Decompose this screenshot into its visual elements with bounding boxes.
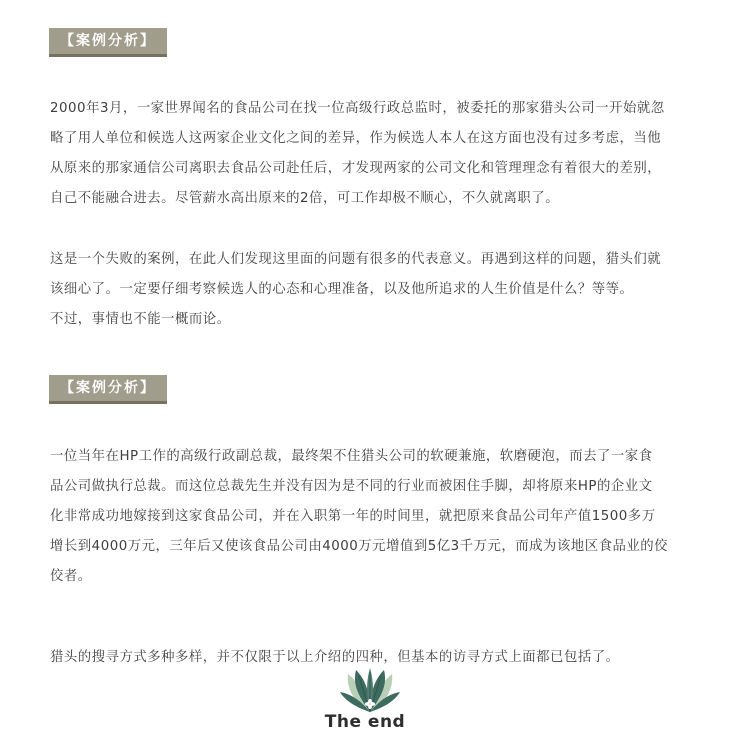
text-line: 猎头的搜寻方式多种多样，并不仅限于以上介绍的四种，但基本的访寻方式上面都已包括了。 — [50, 650, 620, 665]
text-line: 略了用人单位和候选人这两家企业文化之间的差异，作为候选人本人在这方面也没有过多考虑，当他 — [50, 131, 662, 146]
case-1-commentary — [50, 245, 695, 335]
case-1-paragraph — [50, 94, 695, 214]
text-line: 品公司做执行总裁。而这位总裁先生并没有因为是不同的行业而被困住手脚，却将原来HP的企业文 — [50, 479, 653, 494]
text-line: 自己不能融合进去。尽管薪水高出原来的2倍，可工作却极不顺心，不久就离职了。 — [50, 191, 560, 206]
text-line: 2000年3月，一家世界闻名的食品公司在找一位高级行政总监时，被委托的那家猎头公司一开始就忽 — [50, 101, 665, 116]
case-2-paragraph — [50, 442, 695, 592]
leaf-plant-icon — [330, 668, 410, 718]
text-line: 增长到4000万元，三年后又使该食品公司由4000万元增值到5亿3千万元，而成为该地区食品业的佼 — [50, 539, 669, 554]
section-tag-case-analysis-2: 【案例分析】 — [49, 375, 167, 404]
text-line: 化非常成功地嫁接到这家食品公司，并在入职第一年的时间里，就把原来食品公司年产值1500多万 — [50, 509, 656, 524]
text-line: 从原来的那家通信公司离职去食品公司赴任后，才发现两家的公司文化和管理理念有着很大的差别， — [50, 161, 662, 176]
text-line: 一位当年在HP工作的高级行政副总裁，最终架不住猎头公司的软硬兼施，软磨硬泡，而去了一家食 — [50, 449, 653, 464]
text-line: 该细心了。一定要仔细考察候选人的心态和心理准备，以及他所追求的人生价值是什么？等等。 — [50, 282, 634, 297]
text-line: 不过，事情也不能一概而论。 — [50, 312, 231, 327]
text-line: 佼者。 — [50, 569, 92, 584]
section-tag-case-analysis-1: 【案例分析】 — [49, 28, 167, 57]
the-end-label: The end — [324, 712, 406, 732]
text-line: 这是一个失败的案例，在此人们发现这里面的问题有很多的代表意义。再遇到这样的问题，猎头们就 — [50, 252, 662, 267]
